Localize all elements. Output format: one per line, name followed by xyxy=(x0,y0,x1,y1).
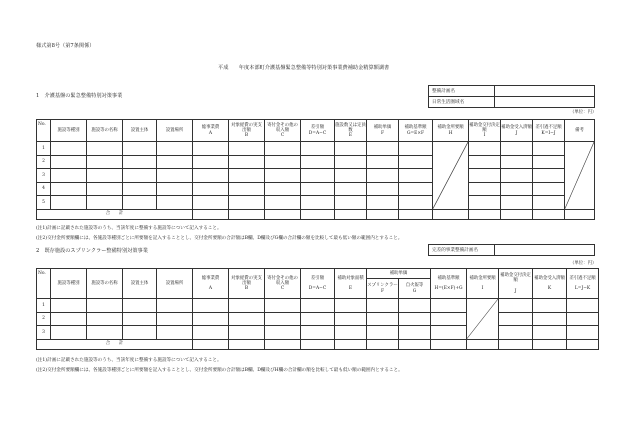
cell[interactable] xyxy=(499,326,533,340)
cell[interactable] xyxy=(265,169,301,183)
col-total-cost: 総事業費 A xyxy=(193,269,229,299)
cell[interactable] xyxy=(501,196,533,210)
cell[interactable] xyxy=(335,312,367,326)
cell[interactable] xyxy=(367,339,399,349)
col-difference: 差引額 D=A−C xyxy=(301,120,335,142)
cell[interactable] xyxy=(123,299,157,313)
table-row xyxy=(37,142,595,156)
cell[interactable] xyxy=(469,142,501,156)
cell[interactable] xyxy=(193,155,229,169)
cell[interactable] xyxy=(367,312,399,326)
cell[interactable] xyxy=(335,299,367,313)
col-no: No. xyxy=(37,120,51,142)
required-amount-merged-cell xyxy=(467,299,499,340)
cell[interactable] xyxy=(301,326,335,340)
cell[interactable] xyxy=(157,182,193,196)
total-label: 合 計 xyxy=(37,209,193,219)
section1-note-1: (注1)計画に記載された施設等のうち、当該年度に整備する施設等について記入すること。 xyxy=(36,226,222,231)
table-row xyxy=(37,326,599,340)
col-other-income: 寄付金その他の収入額 C xyxy=(265,269,301,299)
cell[interactable] xyxy=(51,142,87,156)
cell[interactable] xyxy=(399,209,433,219)
cell[interactable] xyxy=(469,155,501,169)
cell[interactable] xyxy=(193,326,229,340)
cell[interactable] xyxy=(301,182,335,196)
section2-title: 2 既存施設のスプリンクラー整備特別対策事業 xyxy=(36,248,148,254)
cell[interactable] xyxy=(123,142,157,156)
cell[interactable] xyxy=(367,169,399,183)
cell[interactable] xyxy=(501,182,533,196)
cell[interactable] xyxy=(157,326,193,340)
cell[interactable] xyxy=(157,312,193,326)
row-number: 1 xyxy=(37,299,51,313)
col-remarks: 備考 xyxy=(565,120,595,142)
cell[interactable] xyxy=(301,155,335,169)
section2-header-row-1 xyxy=(37,269,599,279)
cell[interactable] xyxy=(399,299,431,313)
col-operator: 設置主体 xyxy=(123,120,157,142)
col-capacity: 施設数又は定員数 E xyxy=(335,120,367,142)
section2-plan-field[interactable] xyxy=(495,245,595,256)
col-required-amount: 補助金所要額 I xyxy=(467,269,499,299)
col-decided-amount: 補助金交付決定額 J xyxy=(499,269,533,299)
cell[interactable] xyxy=(87,142,123,156)
cell[interactable] xyxy=(367,142,399,156)
cell[interactable] xyxy=(301,209,335,219)
col-operator: 設置主体 xyxy=(123,269,157,299)
cell[interactable] xyxy=(399,326,431,340)
cell[interactable] xyxy=(193,339,229,349)
diagonal-strike xyxy=(565,142,594,209)
cell[interactable] xyxy=(123,155,157,169)
cell[interactable] xyxy=(301,299,335,313)
cell[interactable] xyxy=(301,339,335,349)
cell[interactable] xyxy=(399,182,433,196)
cell[interactable] xyxy=(123,182,157,196)
cell[interactable] xyxy=(499,299,533,313)
cell[interactable] xyxy=(467,339,499,349)
col-actual-expense: 対象経費の実支出額 B xyxy=(229,269,265,299)
cell[interactable] xyxy=(567,326,599,340)
row-number: 2 xyxy=(37,155,51,169)
cell[interactable] xyxy=(301,312,335,326)
cell[interactable] xyxy=(469,196,501,210)
cell[interactable] xyxy=(335,155,367,169)
section2-plan-label: 完差的事業整備計画名 xyxy=(429,245,495,256)
table-row xyxy=(37,155,595,169)
col-unit-price-group: 補助単価 xyxy=(367,269,431,279)
cell[interactable] xyxy=(87,299,123,313)
cell[interactable] xyxy=(367,299,399,313)
cell[interactable] xyxy=(229,196,265,210)
table-row xyxy=(37,299,599,313)
row-number: 3 xyxy=(37,326,51,340)
cell[interactable] xyxy=(335,326,367,340)
section1-unit: （単位：円） xyxy=(570,110,597,115)
table-row xyxy=(37,312,599,326)
cell[interactable] xyxy=(229,155,265,169)
cell[interactable] xyxy=(265,142,301,156)
col-balance: 差引過不足額 L=J−K xyxy=(567,269,599,299)
col-target-area: 補助対象面積 E xyxy=(335,269,367,299)
col-standard-amount: 補助基準額 G=E×F xyxy=(399,120,433,142)
cell[interactable] xyxy=(87,182,123,196)
cell[interactable] xyxy=(87,196,123,210)
cell[interactable] xyxy=(335,169,367,183)
cell[interactable] xyxy=(431,299,467,313)
cell[interactable] xyxy=(87,312,123,326)
cell[interactable] xyxy=(301,142,335,156)
cell[interactable] xyxy=(301,196,335,210)
diagonal-strike xyxy=(433,142,468,209)
cell[interactable] xyxy=(399,196,433,210)
cell[interactable] xyxy=(399,142,433,156)
cell[interactable] xyxy=(157,155,193,169)
total-label: 合 計 xyxy=(37,339,193,349)
row-number: 5 xyxy=(37,196,51,210)
cell[interactable] xyxy=(157,142,193,156)
plan-name-label: 整備計画名 xyxy=(429,86,495,97)
cell[interactable] xyxy=(501,209,533,219)
col-standard-amount: 補助基準額 H=(E×F)+G xyxy=(431,269,467,299)
col-actual-expense: 対象経費の実支出額 B xyxy=(229,120,265,142)
cell[interactable] xyxy=(469,169,501,183)
cell[interactable] xyxy=(51,169,87,183)
cell[interactable] xyxy=(265,312,301,326)
cell[interactable] xyxy=(265,155,301,169)
col-unit-price: 補助単価 F xyxy=(367,120,399,142)
area-name-label: 日常生活圏域名 xyxy=(429,97,495,108)
cell[interactable] xyxy=(157,299,193,313)
plan-name-field[interactable] xyxy=(495,86,595,97)
row-number: 4 xyxy=(37,182,51,196)
cell[interactable] xyxy=(51,312,87,326)
cell[interactable] xyxy=(501,142,533,156)
cell[interactable] xyxy=(533,339,567,349)
cell[interactable] xyxy=(567,312,599,326)
cell[interactable] xyxy=(157,169,193,183)
cell[interactable] xyxy=(229,299,265,313)
cell[interactable] xyxy=(193,169,229,183)
cell[interactable] xyxy=(501,155,533,169)
section1-title: 1 介護基盤の緊急整備特別対策事業 xyxy=(36,93,123,99)
cell[interactable] xyxy=(229,339,265,349)
col-location: 設置場所 xyxy=(157,269,193,299)
cell[interactable] xyxy=(335,142,367,156)
plan-info-box xyxy=(428,85,595,108)
col-balance: 差引過不足額 K=I−J xyxy=(533,120,565,142)
cell[interactable] xyxy=(533,299,567,313)
cell[interactable] xyxy=(265,196,301,210)
cell[interactable] xyxy=(399,155,433,169)
total-row xyxy=(37,209,595,219)
cell[interactable] xyxy=(87,155,123,169)
table-row xyxy=(37,182,595,196)
table-row xyxy=(37,169,595,183)
cell[interactable] xyxy=(533,196,565,210)
required-amount-merged-cell xyxy=(433,142,469,210)
cell[interactable] xyxy=(533,169,565,183)
col-location: 設置場所 xyxy=(157,120,193,142)
cell[interactable] xyxy=(87,169,123,183)
cell[interactable] xyxy=(367,209,399,219)
cell[interactable] xyxy=(367,182,399,196)
cell[interactable] xyxy=(229,209,265,219)
cell[interactable] xyxy=(533,142,565,156)
cell[interactable] xyxy=(335,196,367,210)
cell[interactable] xyxy=(301,169,335,183)
cell[interactable] xyxy=(193,182,229,196)
cell[interactable] xyxy=(229,142,265,156)
cell[interactable] xyxy=(229,312,265,326)
cell[interactable] xyxy=(399,169,433,183)
remarks-merged-cell xyxy=(565,142,595,210)
col-no: No. xyxy=(37,269,51,299)
col-facility-type: 施設等種別 xyxy=(51,120,87,142)
cell[interactable] xyxy=(193,142,229,156)
total-row xyxy=(37,339,599,349)
cell[interactable] xyxy=(567,339,599,349)
cell[interactable] xyxy=(229,169,265,183)
cell[interactable] xyxy=(265,339,301,349)
cell[interactable] xyxy=(51,326,87,340)
col-fire-alarm: 自火報等 G xyxy=(399,279,431,299)
cell[interactable] xyxy=(499,339,533,349)
cell[interactable] xyxy=(123,196,157,210)
col-other-income: 寄付金その他の収入額 C xyxy=(265,120,301,142)
cell[interactable] xyxy=(51,182,87,196)
diagonal-strike xyxy=(467,299,498,339)
section2-table xyxy=(36,268,599,350)
col-received-amount: 補助金受入済額 J xyxy=(501,120,533,142)
cell[interactable] xyxy=(533,182,565,196)
cell[interactable] xyxy=(533,209,565,219)
cell[interactable] xyxy=(335,182,367,196)
cell[interactable] xyxy=(565,209,595,219)
col-facility-type: 施設等種別 xyxy=(51,269,87,299)
cell[interactable] xyxy=(229,326,265,340)
cell[interactable] xyxy=(433,209,469,219)
cell[interactable] xyxy=(265,182,301,196)
cell[interactable] xyxy=(431,326,467,340)
cell[interactable] xyxy=(87,326,123,340)
cell[interactable] xyxy=(501,169,533,183)
cell[interactable] xyxy=(399,339,431,349)
cell[interactable] xyxy=(265,299,301,313)
cell[interactable] xyxy=(229,182,265,196)
col-difference: 差引額 D=A−C xyxy=(301,269,335,299)
section2-plan-box xyxy=(428,244,595,256)
cell[interactable] xyxy=(335,209,367,219)
cell[interactable] xyxy=(265,326,301,340)
cell[interactable] xyxy=(157,196,193,210)
cell[interactable] xyxy=(51,196,87,210)
cell[interactable] xyxy=(367,196,399,210)
col-decided-amount: 補助金交付決定額 I xyxy=(469,120,501,142)
cell[interactable] xyxy=(51,299,87,313)
col-received-amount: 補助金受入済額 K xyxy=(533,269,567,299)
cell[interactable] xyxy=(533,326,567,340)
col-sprinkler: スプリンクラー F xyxy=(367,279,399,299)
section2-unit: （単位：円） xyxy=(570,261,597,266)
row-number: 1 xyxy=(37,142,51,156)
cell[interactable] xyxy=(193,196,229,210)
cell[interactable] xyxy=(193,312,229,326)
cell[interactable] xyxy=(193,209,229,219)
col-facility-name: 施設等の名称 xyxy=(87,120,123,142)
col-required-amount: 補助金所要額 H xyxy=(433,120,469,142)
cell[interactable] xyxy=(567,299,599,313)
col-facility-name: 施設等の名称 xyxy=(87,269,123,299)
cell[interactable] xyxy=(123,326,157,340)
cell[interactable] xyxy=(335,339,367,349)
document-title: 平成 年度本部町介護基盤緊急整備等特別対策事業費補助金精算額調書 xyxy=(218,65,390,71)
form-number: 様式第8号（第7条関係） xyxy=(36,43,95,49)
cell[interactable] xyxy=(123,312,157,326)
section1-table xyxy=(36,119,595,220)
cell[interactable] xyxy=(533,312,567,326)
section2-note-2: (注2)交付金所要額欄には、各施設等種別ごとに所要額を記入することとし、交付金所要額の合計額はB欄、D欄及びH欄の合計欄の額を比較して最も低い額の範囲内とすること。 xyxy=(36,368,403,373)
col-total-cost: 総事業費 A xyxy=(193,120,229,142)
section1-note-2: (注2)交付金所要額欄には、各施設等種別ごとに所要額を記入することとし、交付金所要額の合計額はB欄、D欄及びG欄の合計欄の額を比較して最も低い額の範囲内とすること。 xyxy=(36,236,403,241)
cell[interactable] xyxy=(265,209,301,219)
section2-note-1: (注1)計画に記載された施設等のうち、当該年度に整備する施設等について記入すること。 xyxy=(36,358,222,363)
cell[interactable] xyxy=(431,312,467,326)
cell[interactable] xyxy=(533,155,565,169)
cell[interactable] xyxy=(123,169,157,183)
cell[interactable] xyxy=(431,339,467,349)
cell[interactable] xyxy=(51,155,87,169)
cell[interactable] xyxy=(367,155,399,169)
cell[interactable] xyxy=(499,312,533,326)
row-number: 3 xyxy=(37,169,51,183)
row-number: 2 xyxy=(37,312,51,326)
area-name-field[interactable] xyxy=(495,97,595,108)
cell[interactable] xyxy=(469,182,501,196)
table-row xyxy=(37,196,595,210)
cell[interactable] xyxy=(367,326,399,340)
cell[interactable] xyxy=(399,312,431,326)
cell[interactable] xyxy=(469,209,501,219)
section1-header-row xyxy=(37,120,595,142)
cell[interactable] xyxy=(193,299,229,313)
